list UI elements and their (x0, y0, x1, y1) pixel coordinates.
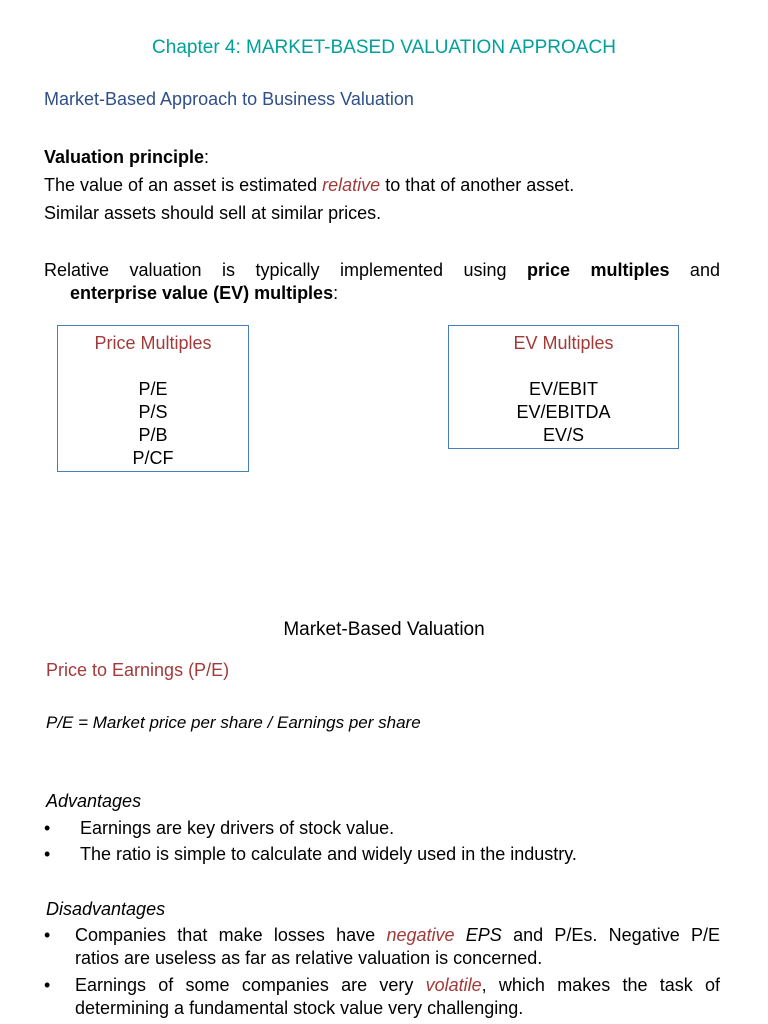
price-multiple-item: P/S (138, 402, 168, 422)
advantages-heading: Advantages (46, 791, 142, 811)
price-multiples-title: Price Multiples (94, 333, 212, 353)
advantage-bullet: • (44, 818, 51, 838)
price-multiple-item: P/E (138, 379, 168, 399)
disadvantage-item-1-line-2: ratios are useless as far as relative valuation is concerned. (75, 948, 543, 968)
advantage-item: The ratio is simple to calculate and widely used in the industry. (80, 844, 577, 864)
disadv-eps-em: EPS (454, 925, 502, 945)
principle-line-1-post: to that of another asset. (380, 175, 575, 195)
disadv-2-pre: Earnings of some companies are very (75, 975, 426, 995)
valuation-principle-label (44, 147, 209, 168)
relative-line-1 (44, 260, 720, 281)
relative-line-2 (70, 283, 338, 304)
ev-multiple-item: EV/EBITDA (516, 402, 611, 422)
pe-heading: Price to Earnings (P/E) (46, 660, 230, 680)
relative-line-2-post: : (333, 283, 339, 303)
advantage-bullet: • (44, 844, 51, 864)
disadvantage-item-1-line-1 (75, 925, 720, 946)
disadv-2-post: , which makes the task of (481, 975, 720, 995)
disadvantages-heading: Disadvantages (46, 899, 166, 919)
principle-colon: : (204, 147, 210, 167)
disadv-volatile-em: volatile (425, 975, 482, 995)
principle-relative-em: relative (322, 175, 381, 195)
ev-multiple-item: EV/S (542, 425, 585, 445)
principle-line-1-pre: The value of an asset is estimated (44, 175, 323, 195)
section-2-title: Market-Based Valuation (283, 619, 485, 640)
disadvantage-bullet: • (44, 925, 51, 945)
relative-line-1-post: and (669, 260, 720, 280)
price-multiple-item: P/B (138, 425, 168, 445)
disadv-1-post: and P/Es. Negative P/E (501, 925, 720, 945)
disadvantage-item-2-line-1 (75, 975, 720, 996)
price-multiple-item: P/CF (132, 448, 174, 468)
price-multiples-box (57, 325, 249, 472)
pe-formula: P/E = Market price per share / Earnings per share (46, 713, 421, 732)
subtitle: Market-Based Approach to Business Valuation (44, 89, 414, 109)
ev-multiples-title: EV Multiples (513, 333, 614, 353)
advantage-item: Earnings are key drivers of stock value. (80, 818, 395, 838)
disadv-negative-em: negative (386, 925, 455, 945)
principle-line-2: Similar assets should sell at similar prices. (44, 203, 382, 223)
ev-multiple-item: EV/EBIT (528, 379, 599, 399)
principle-line-1 (44, 175, 574, 196)
relative-price-multiples: price multiples (526, 260, 670, 280)
chapter-title: Chapter 4: MARKET-BASED VALUATION APPROACH (152, 37, 616, 58)
disadvantage-bullet: • (44, 975, 51, 995)
principle-label-text: Valuation principle (44, 147, 205, 167)
ev-multiples-box (448, 325, 679, 449)
relative-line-1-pre: Relative valuation is typically implemented using (44, 260, 527, 280)
relative-ev-multiples: enterprise value (EV) multiples (70, 283, 334, 303)
disadvantage-item-2-line-2: determining a fundamental stock value very challenging. (75, 998, 524, 1018)
disadv-1-pre: Companies that make losses have (75, 925, 387, 945)
